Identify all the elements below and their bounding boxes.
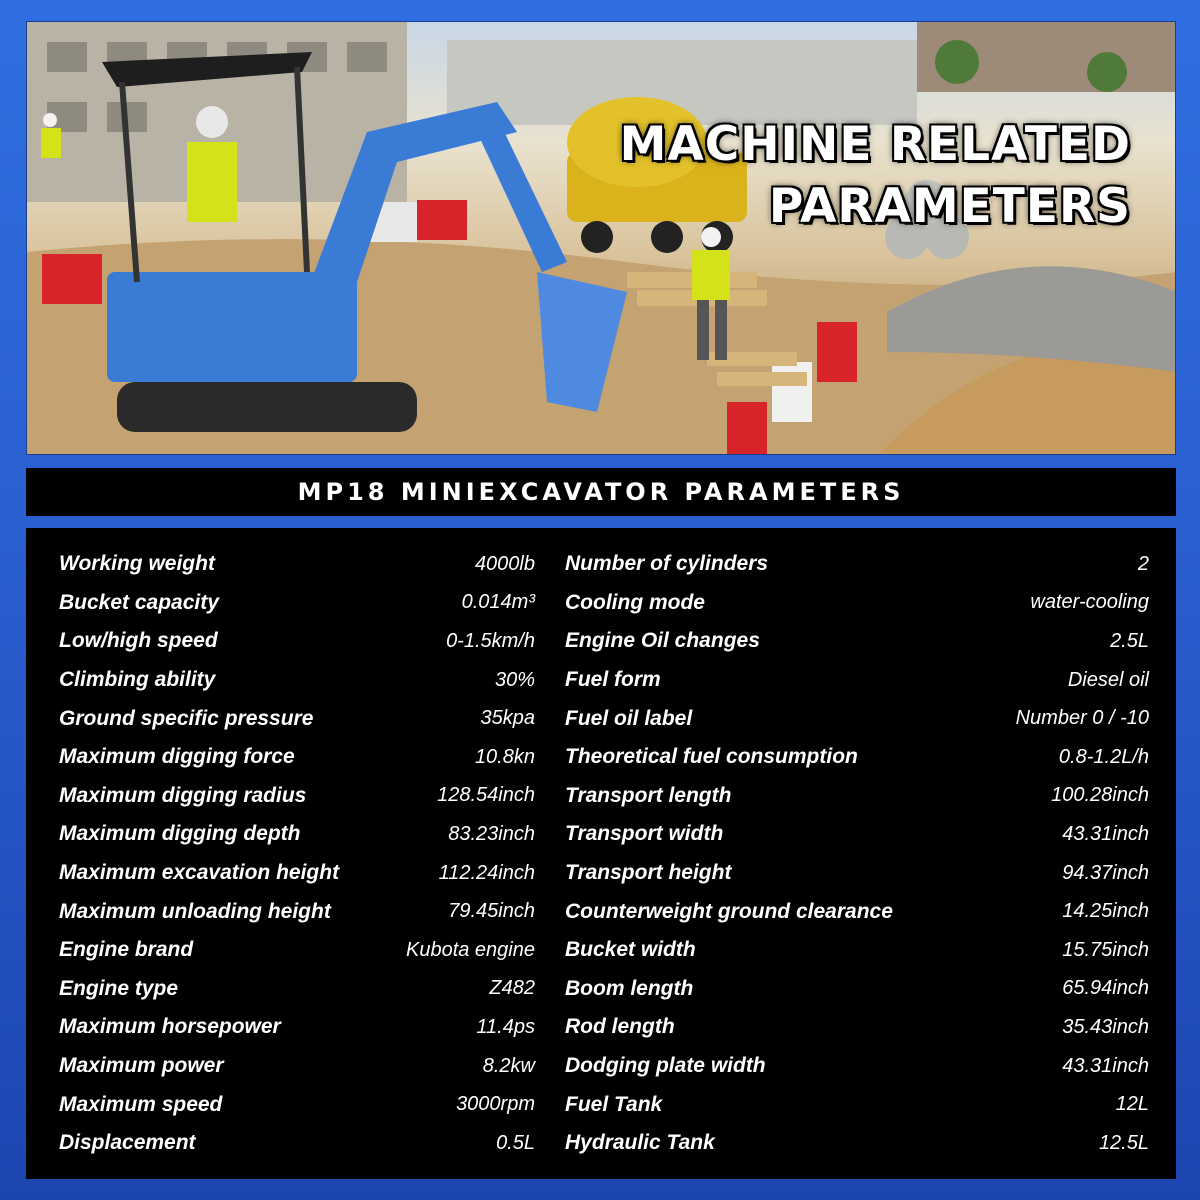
param-label: Maximum excavation height bbox=[59, 861, 340, 885]
param-label: Fuel Tank bbox=[565, 1092, 663, 1116]
param-label: Maximum digging radius bbox=[59, 783, 307, 807]
param-row bbox=[59, 854, 535, 893]
parameters-column-right bbox=[565, 545, 1149, 1179]
param-row bbox=[565, 854, 1149, 893]
param-label: Low/high speed bbox=[59, 629, 218, 653]
param-row bbox=[59, 738, 535, 777]
param-value: 0.5L bbox=[496, 1131, 535, 1154]
param-row bbox=[59, 815, 535, 854]
param-label: Working weight bbox=[59, 552, 215, 576]
param-row bbox=[59, 970, 535, 1009]
param-value: 35kpa bbox=[480, 707, 535, 730]
param-value: 8.2kw bbox=[482, 1054, 535, 1077]
param-label: Maximum power bbox=[59, 1054, 224, 1078]
parameters-column-left bbox=[59, 545, 535, 1179]
param-value: 30% bbox=[494, 668, 535, 691]
param-row bbox=[565, 661, 1149, 700]
param-row bbox=[59, 1085, 535, 1124]
param-row bbox=[59, 892, 535, 931]
construction-site-illustration bbox=[27, 22, 1176, 455]
param-value: 12L bbox=[1115, 1093, 1149, 1116]
param-label: Engine Oil changes bbox=[565, 629, 760, 653]
param-value: 10.8kn bbox=[474, 745, 535, 768]
param-label: Maximum speed bbox=[59, 1092, 223, 1116]
param-label: Maximum digging force bbox=[59, 745, 295, 769]
param-label: Ground specific pressure bbox=[59, 706, 314, 730]
param-label: Cooling mode bbox=[565, 590, 705, 614]
param-row bbox=[565, 1124, 1149, 1163]
param-row bbox=[59, 931, 535, 970]
param-row bbox=[565, 622, 1149, 661]
hero-photo bbox=[26, 21, 1176, 455]
param-row bbox=[565, 815, 1149, 854]
parameters-table bbox=[26, 528, 1176, 1179]
hero-title bbox=[620, 114, 1131, 238]
param-label: Engine type bbox=[59, 976, 179, 1000]
hero-title-line-1: MACHINE RELATED bbox=[619, 117, 1131, 172]
param-value: 43.31inch bbox=[1062, 1054, 1149, 1077]
param-row bbox=[565, 1047, 1149, 1086]
param-row bbox=[59, 1047, 535, 1086]
param-label: Bucket capacity bbox=[59, 590, 219, 614]
param-value: 94.37inch bbox=[1062, 861, 1149, 884]
param-value: Diesel oil bbox=[1067, 668, 1149, 691]
param-value: 12.5L bbox=[1098, 1131, 1149, 1154]
param-row bbox=[565, 1008, 1149, 1047]
param-label: Number of cylinders bbox=[565, 552, 769, 576]
param-value: 11.4ps bbox=[476, 1015, 535, 1038]
param-row bbox=[565, 738, 1149, 777]
param-label: Engine brand bbox=[59, 938, 194, 962]
param-row bbox=[59, 699, 535, 738]
param-value: 14.25inch bbox=[1062, 900, 1149, 923]
param-label: Dodging plate width bbox=[565, 1054, 766, 1078]
param-value: Number 0 / -10 bbox=[1015, 707, 1149, 730]
param-row bbox=[565, 931, 1149, 970]
param-row bbox=[59, 1008, 535, 1047]
param-label: Maximum horsepower bbox=[59, 1015, 281, 1039]
hero-title-line-2: PARAMETERS bbox=[768, 179, 1131, 234]
section-title: MP18 MINIEXCAVATOR PARAMETERS bbox=[297, 478, 905, 506]
param-value: Kubota engine bbox=[405, 938, 535, 961]
param-value: 3000rpm bbox=[456, 1093, 535, 1116]
param-row bbox=[565, 1085, 1149, 1124]
param-value: 100.28inch bbox=[1051, 784, 1149, 807]
param-value: 2.5L bbox=[1110, 629, 1149, 652]
param-row bbox=[565, 777, 1149, 816]
param-row bbox=[59, 622, 535, 661]
param-value: 15.75inch bbox=[1062, 938, 1149, 961]
param-value: water-cooling bbox=[1030, 591, 1149, 614]
param-label: Rod length bbox=[565, 1015, 675, 1039]
param-value: 0.8-1.2L/h bbox=[1058, 745, 1149, 768]
param-value: 43.31inch bbox=[1062, 822, 1149, 845]
param-label: Bucket width bbox=[565, 938, 696, 962]
param-row bbox=[565, 545, 1149, 584]
param-label: Transport length bbox=[565, 783, 732, 807]
param-row bbox=[565, 584, 1149, 623]
param-value: 112.24inch bbox=[438, 861, 535, 884]
section-header bbox=[26, 468, 1176, 516]
param-row bbox=[565, 699, 1149, 738]
param-label: Climbing ability bbox=[59, 668, 216, 692]
param-label: Displacement bbox=[59, 1131, 196, 1155]
param-label: Theoretical fuel consumption bbox=[565, 745, 858, 769]
param-value: 0.014m³ bbox=[461, 591, 535, 614]
param-value: 65.94inch bbox=[1062, 977, 1149, 1000]
param-value: Z482 bbox=[489, 977, 535, 1000]
param-row bbox=[59, 1124, 535, 1163]
param-label: Counterweight ground clearance bbox=[565, 899, 893, 923]
param-label: Maximum unloading height bbox=[59, 899, 331, 923]
param-row bbox=[59, 545, 535, 584]
param-row bbox=[59, 777, 535, 816]
param-row bbox=[565, 970, 1149, 1009]
param-value: 0-1.5km/h bbox=[446, 629, 535, 652]
param-label: Fuel oil label bbox=[565, 706, 693, 730]
param-value: 2 bbox=[1137, 552, 1149, 575]
param-value: 79.45inch bbox=[448, 900, 535, 923]
param-label: Fuel form bbox=[565, 668, 661, 692]
param-label: Boom length bbox=[565, 976, 694, 1000]
param-value: 128.54inch bbox=[437, 784, 535, 807]
param-row bbox=[59, 661, 535, 700]
param-label: Transport height bbox=[565, 861, 732, 885]
param-value: 4000lb bbox=[474, 552, 535, 575]
param-value: 83.23inch bbox=[448, 822, 535, 845]
param-row bbox=[565, 892, 1149, 931]
param-label: Transport width bbox=[565, 822, 724, 846]
param-label: Hydraulic Tank bbox=[565, 1131, 715, 1155]
param-label: Maximum digging depth bbox=[59, 822, 301, 846]
param-row bbox=[59, 584, 535, 623]
param-value: 35.43inch bbox=[1062, 1015, 1149, 1038]
